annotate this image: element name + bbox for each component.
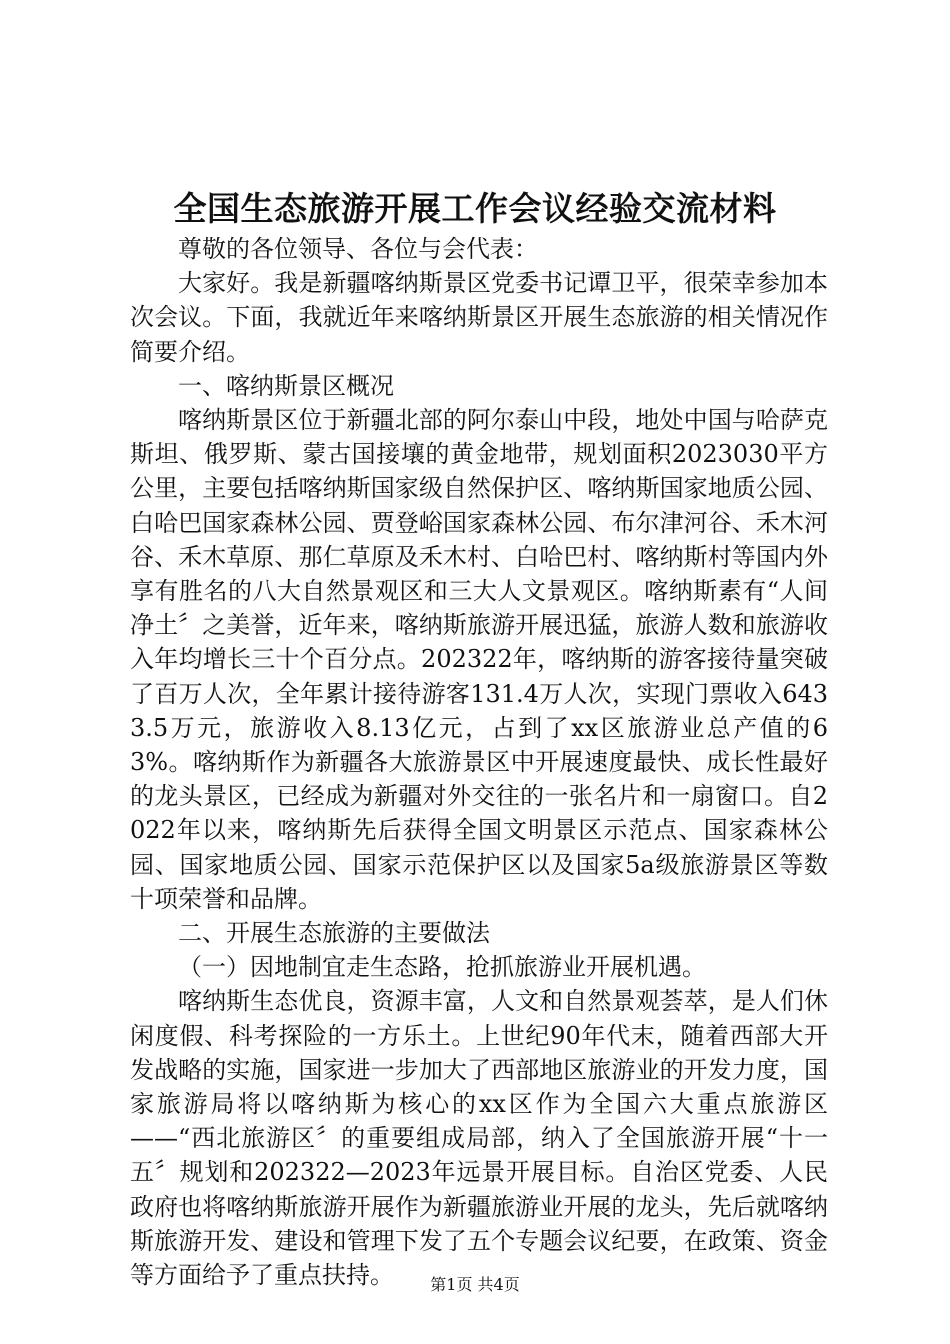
subsection-heading-1: （一）因地制宜走生态路，抢抓旅游业开展机遇。 [178, 953, 706, 982]
document-body [130, 232, 828, 1292]
page-number-footer: 第1页 共4页 [430, 1275, 520, 1294]
page-title: 全国生态旅游开展工作会议经验交流材料 [173, 189, 777, 228]
salutation: 尊敬的各位领导、各位与会代表： [178, 235, 538, 263]
paragraph-intro: 大家好。我是新疆喀纳斯景区党委书记谭卫平，很荣幸参加本次会议。下面，我就近年来喀纳斯景区开展生态旅游的相关情况作简要介绍。 [130, 269, 828, 366]
paragraph-practices: 喀纳斯生态优良，资源丰富，人文和自然景观荟萃，是人们休闲度假、科考探险的一方乐土。上世纪90年代末，随着西部大开发战略的实施，国家进一步加大了西部地区旅游业的开发力度，国家旅游局将以喀纳斯为核心的xx区作为全国六大重点旅游区——“西北旅游区〞的重要组成局部，纳入了全国旅游开展“十一五〞规划和202322—2023年远景开展目标。自治区党委、人民政府也将喀纳斯旅游开展作为新疆旅游业开展的龙头，先后就喀纳斯旅游开发、建设和管理下发了五个专题会议纪要，在政策、资金等方面给予了重点扶持。 [130, 987, 828, 1290]
section-heading-overview: 一、喀纳斯景区概况 [178, 371, 394, 400]
paragraph-overview: 喀纳斯景区位于新疆北部的阿尔泰山中段，地处中国与哈萨克斯坦、俄罗斯、蒙古国接壤的黄金地带，规划面积2023030平方公里，主要包括喀纳斯国家级自然保护区、喀纳斯国家地质公园、白哈巴国家森林公园、贾登峪国家森林公园、布尔津河谷、禾木河谷、禾木草原、那仁草原及禾木村、白哈巴村、喀纳斯村等国内外享有胜名的八大自然景观区和三大人文景观区。喀纳斯素有“人间净土〞之美誉，近年来，喀纳斯旅游开展迅猛，旅游人数和旅游收入年均增长三十个百分点。202322年，喀纳斯的游客接待量突破了百万人次，全年累计接待游客131.4万人次，实现门票收入6433.5万元，旅游收入8.13亿元，占到了xx区旅游业总产值的63%。喀纳斯作为新疆各大旅游景区中开展速度最快、成长性最好的龙头景区，已经成为新疆对外交往的一张名片和一扇窗口。自2022年以来，喀纳斯先后获得全国文明景区示范点、国家森林公园、国家地质公园、国家示范保护区以及国家5a级旅游景区等数十项荣誉和品牌。 [130, 406, 828, 913]
section-heading-practices: 二、开展生态旅游的主要做法 [178, 919, 490, 948]
